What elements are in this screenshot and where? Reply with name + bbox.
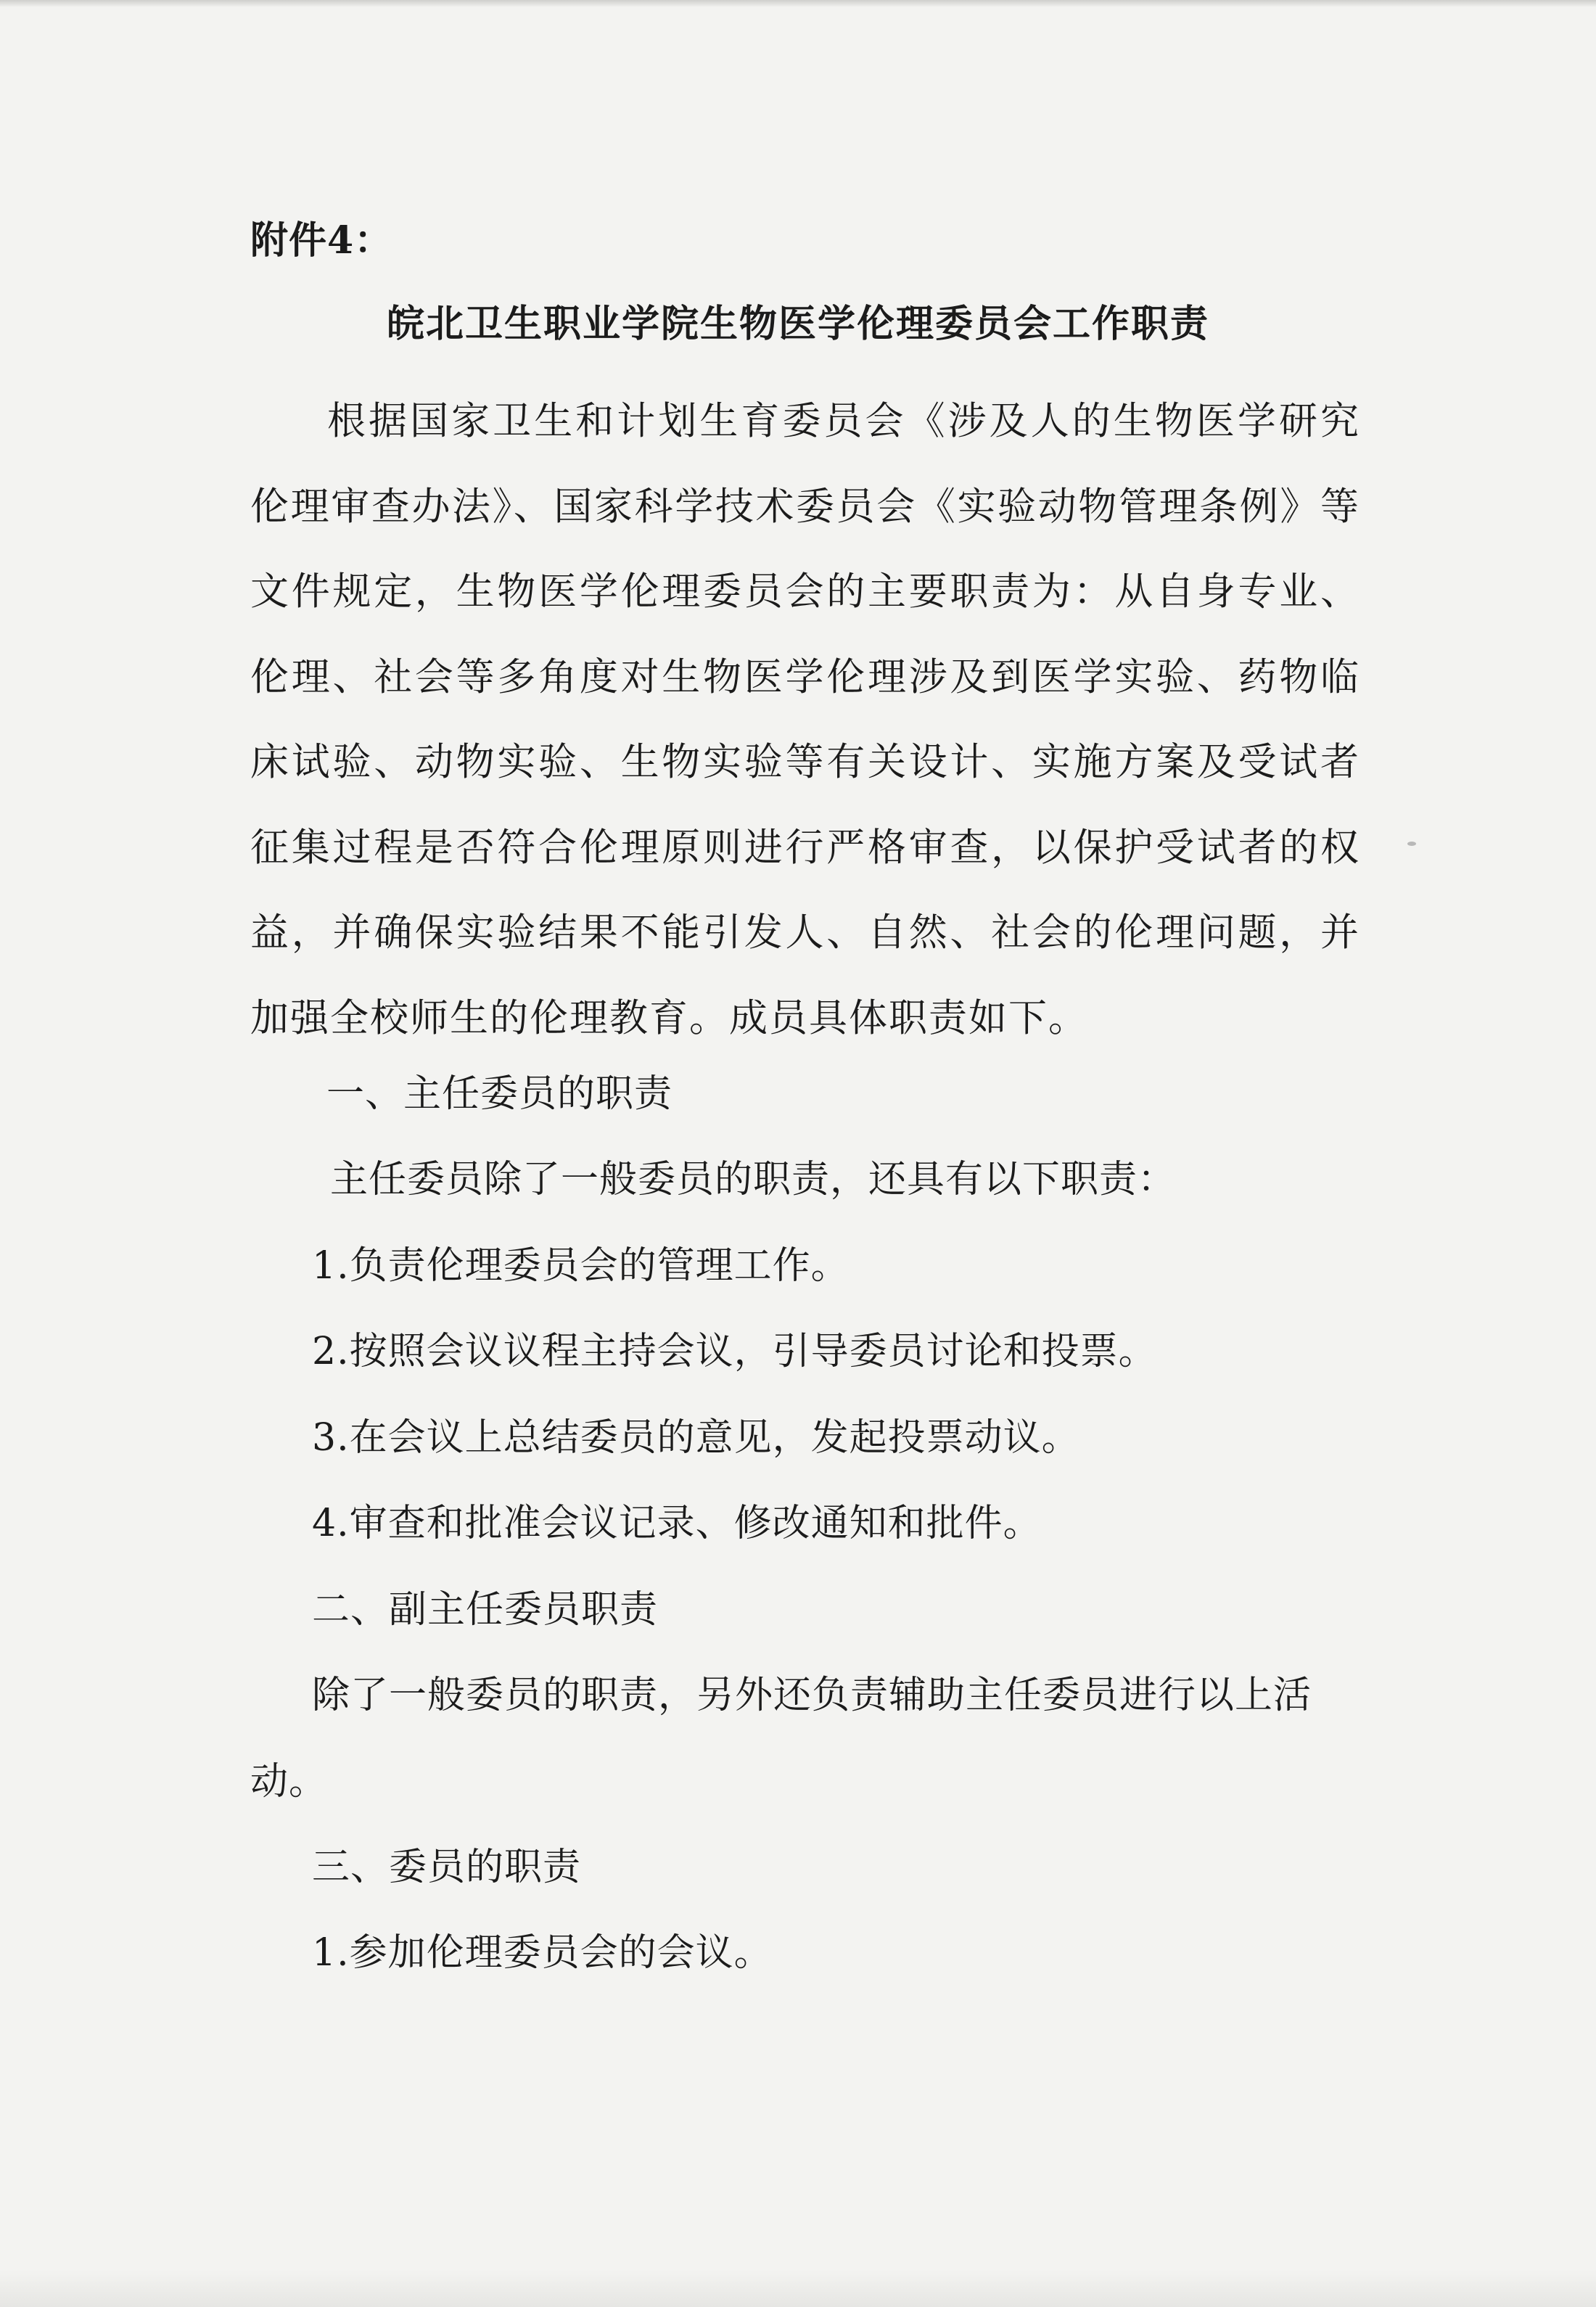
section3-item-1: 1.参加伦理委员会的会议。 xyxy=(312,1931,773,1975)
section1-item-4: 4.审查和批准会议记录、修改通知和批件。 xyxy=(312,1502,1042,1545)
attachment-label: 附件4： xyxy=(250,218,393,263)
section2-line-1: 除了一般委员的职责，另外还负责辅助主任委员进行以上活 xyxy=(312,1674,1312,1717)
intro-paragraph: 根据国家卫生和计划生育委员会《涉及人的生物医学研究伦理审查办法》、国家科学技术委员会《实验动物管理条例》等文件规定，生物医学伦理委员会的主要职责为：从自身专业、伦理、社会等多角度对生物医学伦理涉及到医学实验、药物临床试验、动物实验、生物实验等有关设计、实施方案及受试者征集过程是否符合伦理原则进行严格审查，以保护受试者的权益，并确保实验结果不能引发人、自然、社会的伦理问题，并加强全校师生的伦理教育。成员具体职责如下。 xyxy=(250,399,1360,1040)
document-title: 皖北卫生职业学院生物医学伦理委员会工作职责 xyxy=(386,302,1209,346)
scan-top-edge xyxy=(0,0,1596,7)
section1-heading: 一、主任委员的职责 xyxy=(326,1072,673,1116)
section1-item-3: 3.在会议上总结委员的意见，发起投票动议。 xyxy=(312,1416,1080,1460)
scan-speck xyxy=(1407,842,1416,846)
scan-bottom-edge xyxy=(0,2271,1596,2307)
section2-line-2: 动。 xyxy=(250,1760,328,1804)
section1-item-2: 2.按照会议议程主持会议，引导委员讨论和投票。 xyxy=(312,1330,1157,1373)
section1-item-1: 1.负责伦理委员会的管理工作。 xyxy=(312,1244,850,1288)
section1-lead: 主任委员除了一般委员的职责，还具有以下职责： xyxy=(330,1158,1177,1201)
section3-heading: 三、委员的职责 xyxy=(312,1846,582,1889)
section2-heading: 二、副主任委员职责 xyxy=(312,1588,659,1632)
